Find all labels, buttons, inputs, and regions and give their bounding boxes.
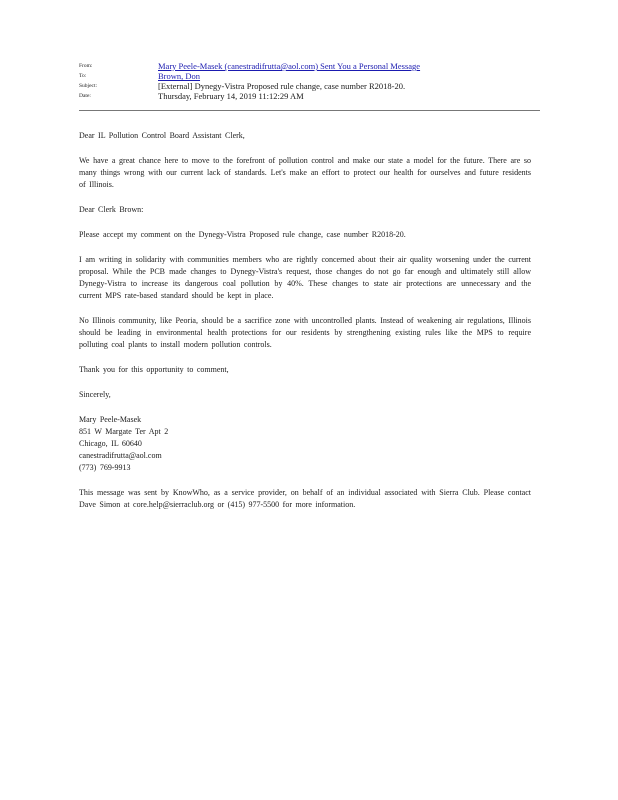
greeting: Dear IL Pollution Control Board Assistant Clerk, [79,131,245,140]
date-row [79,91,539,101]
from-label: From: [79,63,93,69]
signature-name: Mary Peele-Masek [79,415,142,424]
to-link[interactable]: Brown, Don [158,71,201,81]
paragraph-thanks: Thank you for this opportunity to comment, [79,365,229,374]
greeting-clerk: Dear Clerk Brown: [79,205,144,214]
date-value: Thursday, February 14, 2019 11:12:29 AM [158,91,304,101]
paragraph-intro: We have a great chance here to move to the forefront of pollution control and make our state a model for the future. There are so many things wrong with our current lack of standards. Let's make an effort to protect our health for ourselves and future residents of Illinois. [79,156,531,189]
from-link[interactable]: Mary Peele-Masek (canestradifrutta@aol.com) Sent You a Personal Message [158,61,421,71]
signature-phone: (773) 769-9913 [79,463,131,472]
signature-city: Chicago, IL 60640 [79,439,142,448]
from-row [79,61,539,71]
subject-row [79,81,539,91]
paragraph-solidarity: I am writing in solidarity with communities members who are rightly concerned about their air quality worsening under the current proposal. While the PCB made changes to Dynegy-Vistra's request, those changes do not go far enough and ultimately still allow Dynegy-Vistra to increase its dangerous coal pollution by 40%. These changes to state air protections are unnecessary and the current MPS rate-based standard should be kept in place. [79,255,531,300]
letter-body [79,130,531,524]
footer-note: This message was sent by KnowWho, as a service provider, on behalf of an individual associated with Sierra Club. Please contact Dave Simon at core.help@sierraclub.org or (415) 977-5500 for more information. [79,488,531,509]
signature-street: 851 W Margate Ter Apt 2 [79,427,169,436]
subject-value: [External] Dynegy-Vistra Proposed rule change, case number R2018-20. [158,81,406,91]
paragraph-community: No Illinois community, like Peoria, should be a sacrifice zone with uncontrolled plants. Instead of weakening air regulations, Illinois should be leading in environmental health protections for our residents by strengthening existing rules like the MPS to require polluting coal plants to install modern pollution controls. [79,316,531,349]
email-header [79,61,539,101]
signature-block [79,414,531,474]
date-label: Date: [79,93,91,99]
to-row [79,71,539,81]
paragraph-accept: Please accept my comment on the Dynegy-Vistra Proposed rule change, case number R2018-20. [79,230,406,239]
subject-label: Subject: [79,83,98,89]
closing: Sincerely, [79,390,111,399]
header-divider [79,110,540,111]
to-label: To: [79,73,87,79]
signature-email: canestradifrutta@aol.com [79,451,162,460]
